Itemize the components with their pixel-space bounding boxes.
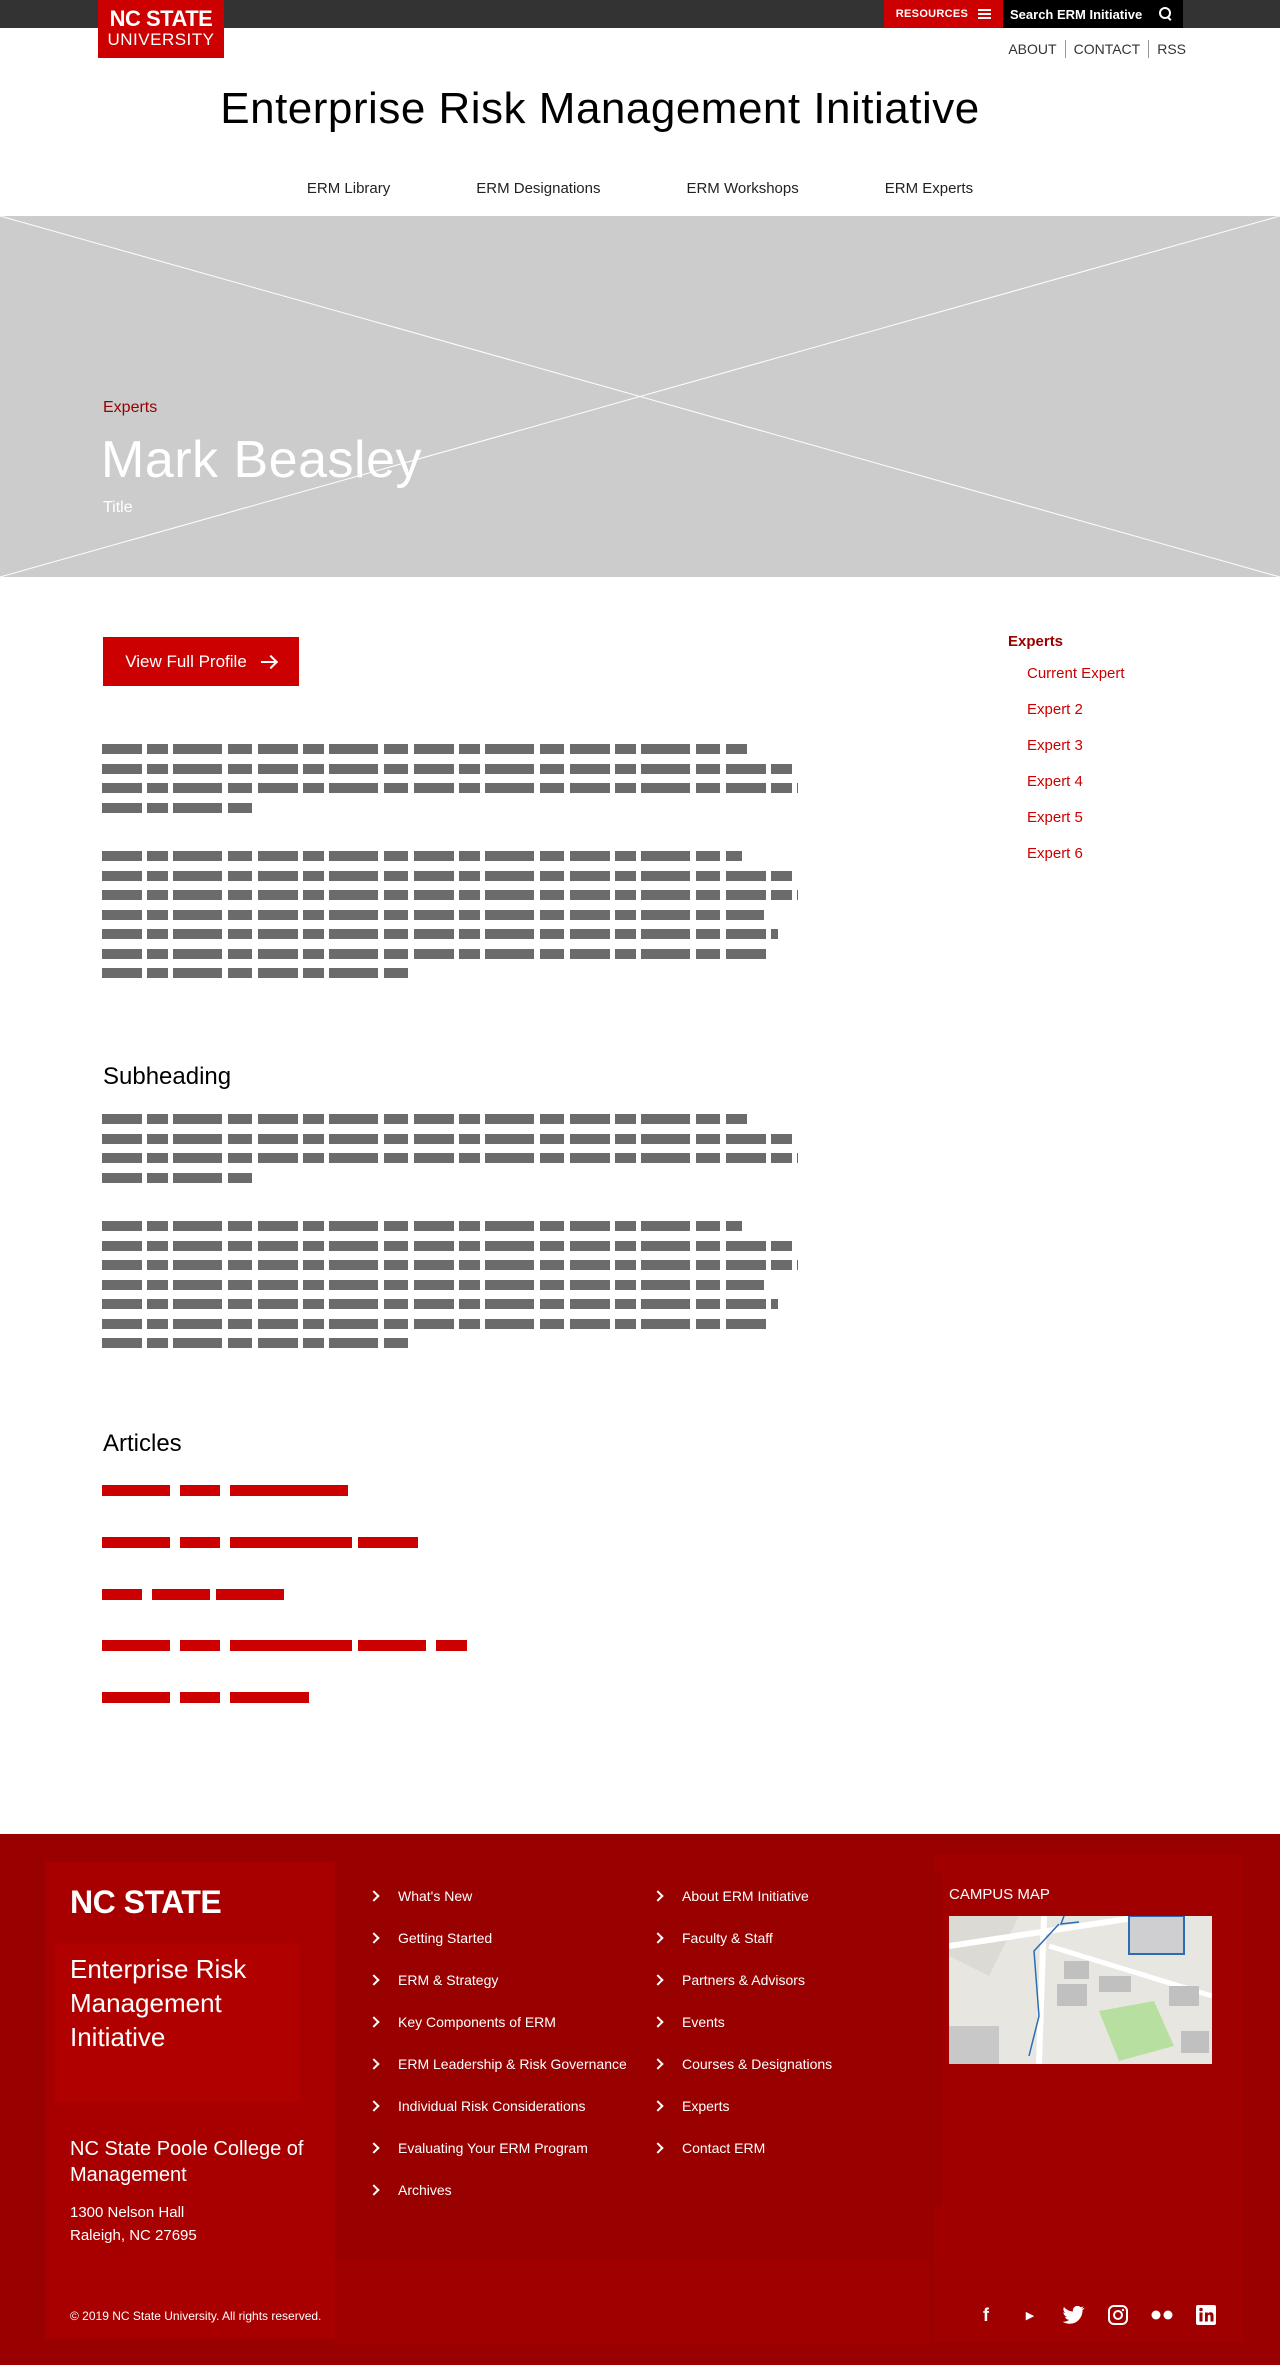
footer-address [70, 2201, 197, 2247]
placeholder-paragraph [102, 1221, 802, 1358]
footer-link-faculty-staff[interactable]: Faculty & Staff [636, 1930, 773, 1946]
campus-map[interactable] [949, 1916, 1212, 2064]
footer-link-getting-started[interactable]: Getting Started [352, 1930, 492, 1946]
article-link[interactable] [102, 1537, 418, 1548]
search-icon[interactable] [1159, 7, 1173, 21]
chevron-right-icon [652, 1890, 663, 1901]
footer-link-key-components[interactable]: Key Components of ERM [352, 2014, 556, 2030]
chevron-right-icon [368, 1932, 379, 1943]
nc-state-logo[interactable] [98, 0, 224, 58]
utility-link-about[interactable]: ABOUT [1008, 41, 1057, 57]
campus-map-label[interactable]: CAMPUS MAP [949, 1886, 1050, 1903]
hamburger-menu-icon [978, 9, 991, 19]
utility-link-contact[interactable]: CONTACT [1065, 40, 1149, 58]
footer-link-about-erm[interactable]: About ERM Initiative [636, 1888, 809, 1904]
footer-link-whats-new[interactable]: What's New [352, 1888, 472, 1904]
utility-nav [1000, 40, 1194, 58]
sidebar-item-expert-6[interactable]: Expert 6 [1027, 845, 1083, 862]
article-link[interactable] [102, 1485, 348, 1496]
sidebar-item-expert-5[interactable]: Expert 5 [1027, 809, 1083, 826]
logo-line2: UNIVERSITY [107, 30, 215, 49]
article-link[interactable] [102, 1589, 284, 1600]
chevron-right-icon [368, 1974, 379, 1985]
search-label: Search ERM Initiative [1010, 6, 1143, 22]
footer-link-partners-advisors[interactable]: Partners & Advisors [636, 1972, 805, 1988]
footer-link-experts[interactable]: Experts [636, 2098, 729, 2114]
copyright: © 2019 NC State University. All rights reserved. [70, 2309, 322, 2323]
footer-link-events[interactable]: Events [636, 2014, 725, 2030]
page-title: Mark Beasley [101, 431, 422, 489]
chevron-right-icon [368, 2016, 379, 2027]
chevron-right-icon [652, 2058, 663, 2069]
utility-link-rss[interactable]: RSS [1148, 40, 1194, 58]
chevron-right-icon [368, 2058, 379, 2069]
articles-heading: Articles [103, 1430, 182, 1457]
facebook-icon[interactable]: f [983, 2304, 989, 2325]
chevron-right-icon [652, 2142, 663, 2153]
arrow-right-icon [261, 656, 277, 668]
resources-button[interactable] [884, 0, 1003, 28]
main-nav [0, 180, 1280, 197]
chevron-right-icon [652, 1974, 663, 1985]
article-link[interactable] [102, 1692, 309, 1703]
address-line1: 1300 Nelson Hall [70, 2204, 185, 2221]
image-placeholder [0, 216, 1280, 577]
chevron-right-icon [652, 2016, 663, 2027]
logo-line1: NC STATE [109, 6, 213, 31]
experts-sidebar [1008, 633, 1125, 881]
chevron-right-icon [652, 2100, 663, 2111]
footer-link-archives[interactable]: Archives [352, 2182, 452, 2198]
footer-links [352, 1873, 942, 2206]
sidebar-heading[interactable]: Experts [1008, 633, 1064, 650]
nav-erm-designations[interactable]: ERM Designations [476, 180, 601, 197]
chevron-right-icon [368, 1890, 379, 1901]
placeholder-paragraph [102, 1114, 802, 1192]
chevron-right-icon [368, 2142, 379, 2153]
footer-link-courses-designations[interactable]: Courses & Designations [636, 2056, 832, 2072]
flickr-icon[interactable] [1150, 2303, 1174, 2327]
search-input[interactable] [1003, 0, 1183, 28]
subheading: Subheading [103, 1063, 232, 1090]
address-line2: Raleigh, NC 27695 [70, 2227, 197, 2244]
chevron-right-icon [368, 2100, 379, 2111]
site-footer [0, 1834, 1280, 2365]
footer-erm-name[interactable]: Enterprise Risk Management Initiative [55, 1944, 300, 2102]
sidebar-item-expert-2[interactable]: Expert 2 [1027, 701, 1083, 718]
view-full-profile-label: View Full Profile [125, 651, 247, 671]
chevron-right-icon [652, 1932, 663, 1943]
social-links [974, 2303, 1218, 2327]
placeholder-paragraph [102, 851, 802, 988]
youtube-icon[interactable]: ▶ [1025, 2309, 1035, 2322]
footer-brand[interactable]: NC STATE [70, 1884, 222, 1920]
sidebar-item-current-expert[interactable]: Current Expert [1027, 665, 1125, 682]
instagram-icon[interactable] [1106, 2303, 1130, 2327]
breadcrumb-experts[interactable]: Experts [103, 399, 158, 416]
placeholder-paragraph [102, 744, 802, 822]
nav-erm-workshops[interactable]: ERM Workshops [686, 180, 799, 197]
nav-erm-experts[interactable]: ERM Experts [884, 180, 974, 197]
footer-link-individual-risk[interactable]: Individual Risk Considerations [352, 2098, 586, 2114]
site-title[interactable]: Enterprise Risk Management Initiative [220, 84, 980, 133]
twitter-icon[interactable] [1062, 2303, 1086, 2327]
view-full-profile-button[interactable] [103, 637, 299, 686]
campus-map-image [949, 1916, 1212, 2064]
article-link[interactable] [102, 1640, 467, 1651]
nav-erm-library[interactable]: ERM Library [306, 180, 391, 197]
footer-link-evaluating-erm[interactable]: Evaluating Your ERM Program [352, 2140, 588, 2156]
footer-link-erm-strategy[interactable]: ERM & Strategy [352, 1972, 498, 1988]
chevron-right-icon [368, 2184, 379, 2195]
sidebar-item-expert-4[interactable]: Expert 4 [1027, 773, 1083, 790]
footer-college: NC State Poole College of Management [70, 2138, 304, 2186]
footer-link-contact-erm[interactable]: Contact ERM [636, 2140, 765, 2156]
linkedin-icon[interactable] [1194, 2303, 1218, 2327]
footer-link-erm-leadership[interactable]: ERM Leadership & Risk Governance [352, 2056, 627, 2072]
sidebar-item-expert-3[interactable]: Expert 3 [1027, 737, 1083, 754]
resources-label: RESOURCES [895, 8, 969, 20]
page-subtitle: Title [103, 499, 133, 516]
hero-banner [0, 216, 1280, 577]
